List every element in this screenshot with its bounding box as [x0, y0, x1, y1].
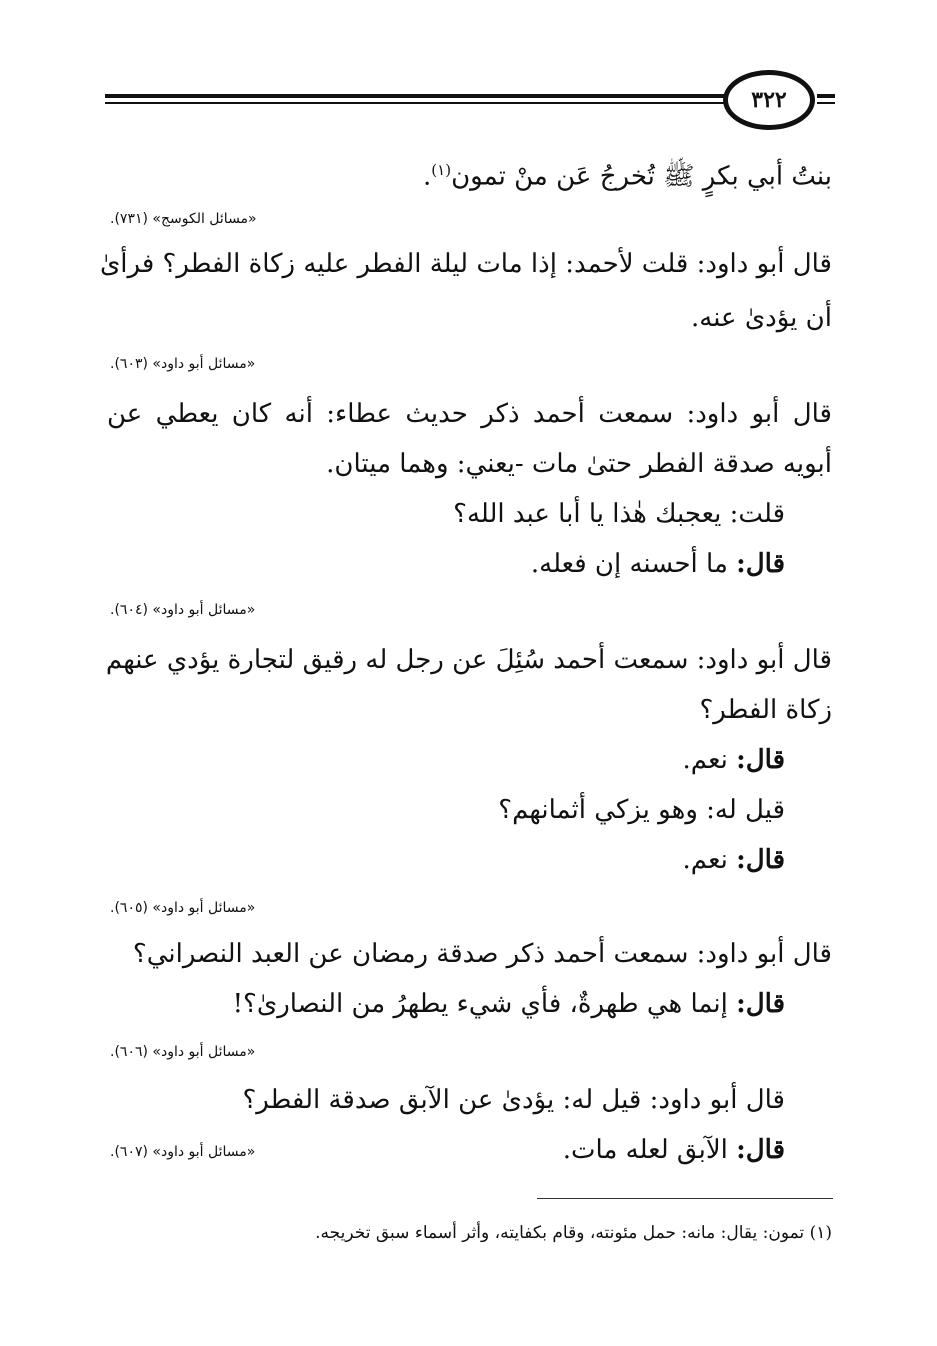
text-line: قلت: يعجبك هٰذا يا أبا عبد الله؟ — [453, 499, 785, 529]
footnote-marker: (١) — [431, 161, 452, 179]
source-citation: «مسائل أبو داود» (٦٠٦). — [110, 1044, 256, 1060]
text-line — [233, 984, 785, 1024]
footnote-text: تمون: يقال: مانه: حمل مئونته، وقام بكفايته، وأثر أسماء سبق تخريجه. — [315, 1223, 805, 1243]
text-line — [531, 544, 785, 584]
header-rule — [105, 102, 725, 104]
footnote — [315, 1220, 832, 1246]
text-line: قال أبو داود: قيل له: يؤدىٰ عن الآبق صدقة الفطر؟ — [242, 1085, 785, 1115]
line-text: إنما هي طهرةٌ، فأي شيء يطهرُ من النصارىٰ؟! — [232, 989, 737, 1019]
header-rule — [817, 94, 835, 98]
speaker-label: قال: — [736, 845, 785, 875]
text-line — [683, 840, 785, 880]
footnote-separator — [537, 1198, 833, 1199]
line-text: نعم. — [682, 745, 737, 775]
text-line: قال أبو داود: سمعت أحمد سُئِلَ عن رجل له رقيق لتجارة يؤدي عنهم — [105, 645, 832, 675]
source-citation: «مسائل أبو داود» (٦٠٣). — [110, 356, 256, 372]
source-citation: «مسائل أبو داود» (٦٠٧). — [110, 1144, 256, 1160]
text-line — [423, 150, 832, 197]
line-text: . — [423, 161, 432, 192]
text-line: قال أبو داود: سمعت أحمد ذكر صدقة رمضان عن العبد النصراني؟ — [132, 939, 832, 969]
speaker-label: قال: — [736, 989, 785, 1019]
speaker-label: قال: — [736, 549, 785, 579]
text-line — [563, 1130, 785, 1170]
header-rule — [105, 94, 725, 98]
speaker-label: قال: — [736, 745, 785, 775]
text-line — [683, 740, 785, 780]
text-line: قال أبو داود: سمعت أحمد ذكر حديث عطاء: أنه كان يعطي عن — [107, 399, 832, 429]
text-line: قيل له: وهو يزكي أثمانهم؟ — [498, 795, 785, 825]
line-text: ما أحسنه إن فعله. — [530, 549, 737, 579]
text-line: أن يؤدىٰ عنه. — [690, 303, 832, 333]
text-line: زكاة الفطر؟ — [699, 695, 832, 725]
text-line: أبويه صدقة الفطر حتىٰ مات -يعني: وهما ميتان. — [326, 449, 832, 479]
source-citation: «مسائل أبو داود» (٦٠٥). — [110, 900, 256, 916]
line-text: نعم. — [682, 845, 737, 875]
page-header — [105, 70, 835, 130]
footnote-number: (١) — [809, 1223, 832, 1243]
line-text: الآبق لعله مات. — [562, 1135, 737, 1165]
header-rule — [817, 102, 835, 104]
source-citation: «مسائل أبو داود» (٦٠٤). — [110, 602, 256, 618]
page-number: ٣٢٢ — [723, 70, 815, 130]
line-text: بنتُ أبي بكرٍ ﷺ تُخرجُ عَن منْ تمون — [451, 161, 832, 192]
text-line: قال أبو داود: قلت لأحمد: إذا مات ليلة الفطر عليه زكاة الفطر؟ فرأىٰ — [99, 249, 832, 279]
speaker-label: قال: — [736, 1135, 785, 1165]
source-citation: «مسائل الكوسج» (٧٣١). — [110, 211, 257, 227]
